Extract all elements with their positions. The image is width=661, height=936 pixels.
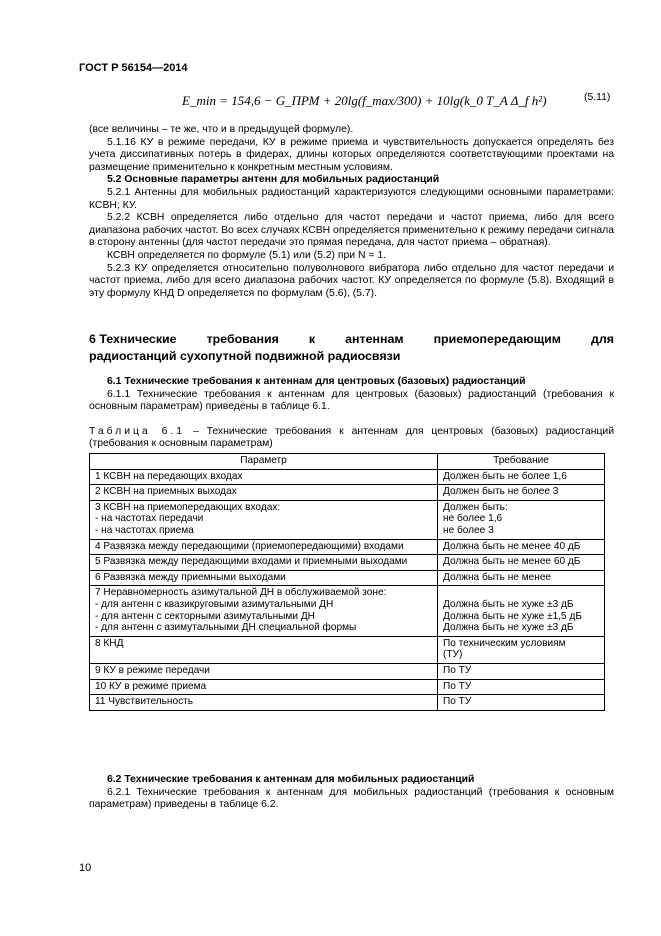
req-cell: Должна быть не менее (438, 570, 605, 586)
table-row (90, 636, 605, 663)
section-6-1-text (89, 376, 614, 414)
table-row (90, 679, 605, 695)
paragraph-5-2-3: 5.2.3 КУ определяется относительно полуволнового вибратора либо отдельно для частот передачи и частот приема, либо для всего диапазона рабочих частот. КУ определяется по формуле (5.8). Входящий в эту формулу КНД D определяется по формулам (5.6), (5.7). (89, 262, 614, 299)
req-cell: Должна быть не менее 40 дБ (438, 539, 605, 555)
table-row (90, 555, 605, 571)
table-caption (89, 426, 614, 450)
table-row (90, 695, 605, 711)
title-word: приемопередающим (433, 332, 561, 346)
param-cell: 6 Развязка между приемными выходами (90, 570, 438, 586)
req-cell: Должна быть не хуже ±3 дБ Должна быть не хуже ±1,5 дБ Должна быть не хуже ±3 дБ (438, 586, 605, 636)
heading-6-2: 6.2 Технические требования к антеннам для мобильных радиостанций (107, 774, 475, 785)
param-cell: 10 КУ в режиме приема (90, 679, 438, 695)
paragraph-5-1-16: 5.1.16 КУ в режиме передачи, КУ в режиме приема и чувствительность допускается определять без учета диссипативных потерь в фидерах, длины которых определяются соответствующими проектами на размещение применительно к конкретным местным условиям. (89, 136, 614, 173)
table-row (90, 469, 605, 485)
table-header-row (90, 454, 605, 470)
table-row (90, 500, 605, 539)
paragraph-6-2-1: 6.2.1 Технические требования к антеннам для мобильных радиостанций (требования к основным параметрам) приведены в таблице 6.2. (89, 786, 614, 811)
formula-number: (5.11) (584, 92, 611, 103)
req-cell: Должен быть не более 1,6 (438, 469, 605, 485)
section-5-text (89, 124, 614, 300)
param-cell: 1 КСВН на передающих входах (90, 469, 438, 485)
formula-graphic (180, 87, 547, 113)
title-word: требования (206, 332, 279, 346)
formula-5-11 (180, 87, 547, 113)
section-6-2-text (89, 774, 614, 812)
column-header-requirement: Требование (438, 454, 605, 470)
document-header: ГОСТ Р 56154—2014 (79, 62, 188, 74)
paragraph-5-2-2: 5.2.2 КСВН определяется либо отдельно для частот передачи и частот приема, либо для всего диапазона рабочих частот. Во всех случаях КСВН определяется применительно к режиму передачи сигнала в сторону антенны (для частот передачи это прямая передача, для частот приема – обратная). (89, 212, 614, 249)
page-number: 10 (79, 862, 92, 874)
param-cell: 2 КСВН на приемных выходах (90, 485, 438, 501)
param-cell: 8 КНД (90, 636, 438, 663)
paragraph-6-1-1: 6.1.1 Технические требования к антеннам для центровых (базовых) радиостанций (требования к основным параметрам) приведены в таблице 6.1. (89, 388, 614, 413)
title-word: антеннам (345, 332, 404, 346)
req-cell: Должен быть: не более 1,6 не более 3 (438, 500, 605, 539)
req-cell: По ТУ (438, 695, 605, 711)
param-cell: 4 Развязка между передающими (приемопередающими) входами (90, 539, 438, 555)
title-word: к (308, 332, 316, 346)
section-6-title-line2: радиостанций сухопутной подвижной радиосвязи (89, 349, 401, 363)
param-cell: 3 КСВН на приемопередающих входах: - на частотах передачи - на частотах приема (90, 500, 438, 539)
req-cell: По ТУ (438, 663, 605, 679)
table-row (90, 539, 605, 555)
requirements-table (89, 453, 605, 711)
table-row (90, 570, 605, 586)
paragraph-kcvn-formula: КСВН определяется по формуле (5.1) или (5.2) при N = 1. (107, 249, 386, 261)
title-word: 6 Технические (89, 332, 177, 346)
paragraph-note: (все величины – те же, что и в предыдущей формуле). (89, 124, 354, 135)
req-cell: По техническим условиям (ТУ) (438, 636, 605, 663)
param-cell: 7 Неравномерность азимутальной ДН в обслуживаемой зоне: - для антенн с квазикруговыми азимутальными ДН - для антенн с секторными азимутальными ДН - для антенн с азимутальными ДН специальной формы (90, 586, 438, 636)
section-6-title-line1 (89, 331, 614, 348)
heading-6-1: 6.1 Технические требования к антеннам для центровых (базовых) радиостанций (107, 376, 526, 387)
column-header-parameter: Параметр (90, 454, 438, 470)
req-cell: Должна быть не менее 60 дБ (438, 555, 605, 571)
title-word: для (591, 332, 614, 346)
req-cell: По ТУ (438, 679, 605, 695)
param-cell: 11 Чувствительность (90, 695, 438, 711)
table-caption-label: Таблица 6.1 (89, 426, 186, 437)
section-6-title (89, 331, 614, 365)
paragraph-5-2-1: 5.2.1 Антенны для мобильных радиостанций характеризуются следующими основными параметрами: КСВН; КУ. (89, 186, 614, 211)
heading-5-2: 5.2 Основные параметры антенн для мобильных радиостанций (107, 174, 440, 186)
req-cell: Должен быть не более 3 (438, 485, 605, 501)
param-cell: 5 Развязка между передающими входами и приемными выходами (90, 555, 438, 571)
table-caption-text: – Технические требования к антеннам для центровых (базовых) радиостанций (требования к основным параметрам) (89, 426, 615, 449)
table-row (90, 663, 605, 679)
table-row (90, 586, 605, 636)
table-row (90, 485, 605, 501)
formula-text: E_min = 154,6 − G_ПРМ + 20lg(f_max/300) + 10lg(k_0 T_A Δ_f h²) (182, 93, 547, 108)
param-cell: 9 КУ в режиме передачи (90, 663, 438, 679)
